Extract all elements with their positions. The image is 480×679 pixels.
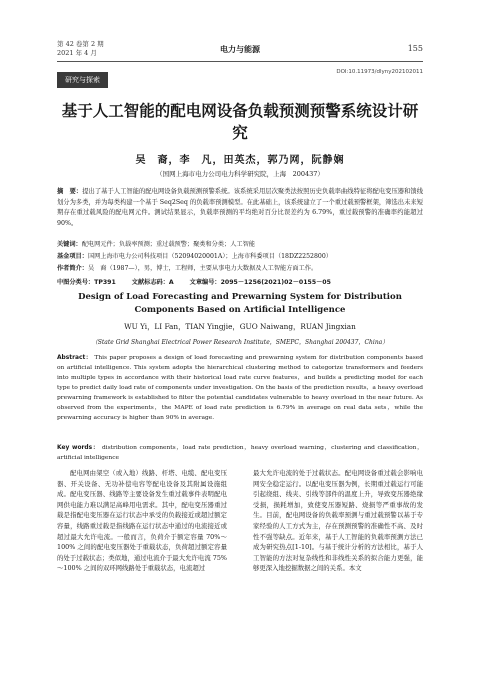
keywords-en	[57, 443, 423, 463]
keywords-en-label: Key words：	[57, 445, 100, 451]
keywords-en-text: distribution components，load rate prediction，heavy overload warning，clustering and classification，artificial intelligence	[57, 445, 423, 461]
abstract-en	[57, 353, 423, 423]
abstract-cn-label: 摘 要：	[57, 188, 83, 195]
authors-en: WU Yi，LI Fan，TIAN Yingjie，GUO Naiwang，RUAN Jingxian	[124, 322, 356, 331]
volume-issue: 第 42 卷第 2 期	[57, 40, 104, 48]
title-cn: 基于人工智能的配电网设备负载预测预警系统设计研究	[61, 102, 419, 142]
affiliation-cn: （国网上海市电力公司电力科学研究院，上海 200437）	[156, 170, 324, 178]
fund-text: 国网上海市电力公司科技项目（52094020001A）；上海市科委项目（18DZ2252800）	[87, 253, 332, 260]
keywords-cn-label: 关键词：	[57, 241, 82, 248]
title-en: Design of Load Forecasting and Prewarning System for Distribution Components Based on Artificial Intelligence	[78, 292, 402, 315]
fund-label: 基金项目：	[57, 253, 88, 260]
keywords-cn-text: 配电网元件；负载率预测；重过载预警；聚类和分类；人工智能	[81, 241, 255, 248]
journal-name: 电力与能源	[220, 45, 260, 54]
doi: DOI:10.11973/dlyny202102011	[336, 69, 423, 75]
clc-number: 中图分类号：TP391	[57, 279, 116, 286]
issue-date: 2021 年 4 月	[57, 49, 97, 57]
author-intro	[57, 264, 423, 273]
document-code: 文献标志码：A	[131, 279, 174, 286]
body-column-left	[57, 468, 227, 574]
abstract-en-text: This paper proposes a design of load forecasting and prewarning system for distribution components based on artificial intelligence. This system adopts the hierarchical clustering method to categorize transformers and feeders into multiple types in accordance with their historical load rate curve features，and builds a predicting model for each type to predict daily load rate of components under investigation. On the basis of the prediction results，a heavy overload prewarning framework is established to filter the potential candidates vulnerable to heavy overload in the near future. As observed from the experiments，the MAPE of load rate prediction is 6.79% in average on real data sets，while the prewarning accuracy is higher than 90% in average.	[57, 355, 423, 421]
page-number: 155	[407, 44, 423, 53]
affiliation-en: （State Grid Shanghai Electrical Power Research Institute，SMEPC，Shanghai 200437，China）	[91, 339, 389, 346]
authors-cn: 吴 裔，李 凡，田英杰，郭乃网，阮静娴	[135, 155, 345, 166]
column-tag: 研究与探索	[57, 72, 108, 88]
author-intro-text: 吴 裔（1987—），男，博士，工程师，主要从事电力大数据及人工智能方面工作。	[87, 265, 318, 272]
author-intro-label: 作者简介：	[57, 265, 88, 272]
abstract-cn-text: 提出了基于人工智能的配电网设备负载预测预警系统。该系统采用层次聚类法按照历史负载率曲线特征将配电变压器和馈线划分为多类，并为每类构建一个基于 Seq2Seq 的负载率预测模型。在此基础上，该系统建立了一个重过载预警框架，筛选出未来短期存在重过载风险的配电网元件。测试结果显示，负载率预测的平均绝对百分比误差约为 6.79%，重过载预警的准确率约能超过 90%。	[57, 188, 424, 227]
header-rule	[57, 61, 423, 62]
body-paragraph: 最大允许电流的处于过载状态。配电网设备重过载会影响电网安全稳定运行。以配电变压器为例，长期重过载运行可能引起绕组、线夹、引线等部件的温度上升，导致变压器绝缘受损，损耗增加，致使变压器短路、烧损等严重事故的发生。目前，配电网设备的负载率预测与重过载预警以基于专家经验的人工方式为主，存在预测预警的准确性不高、及时性不强等缺点。近年来，基于人工智能的负载率预测方法已成为研究热点[1-10]。与基于统计分析的方法相比，基于人工智能的方法对复杂线性和非线性关系的拟合能力更强，能够更深入地挖掘数据之间的关系。本文	[253, 469, 423, 573]
body-paragraph: 配电网由架空（或入地）线路、杆塔、电缆、配电变压器、开关设备、无功补偿电容等配电设备及其附属设施组成。配电变压器、线路等主要设备发生重过载事件表明配电网供电能力难以满足高峰用电需求。其中，配电变压器重过载是指配电变压器在运行状态中承受的负载接近或超过额定容量，线路重过载是指线路在运行状态中通过的电流接近或超过最大允许电流。一般而言，负荷介于额定容量 70%～100% 之间的配电变压器处于重载状态，负荷超过额定容量的处于过载状态；类似地，通过电流介于最大允许电流 75%～100% 之间的双环网线路处于重载状态，电流超过	[57, 469, 227, 573]
classification-row	[57, 277, 345, 286]
keywords-cn	[57, 240, 423, 249]
body-column-right	[253, 468, 423, 574]
fund-info	[57, 252, 423, 261]
article-number: 文章编号：2095－1256(2021)02－0155－05	[189, 279, 331, 286]
abstract-cn	[57, 187, 423, 229]
abstract-en-label: Abstract：	[57, 355, 93, 361]
